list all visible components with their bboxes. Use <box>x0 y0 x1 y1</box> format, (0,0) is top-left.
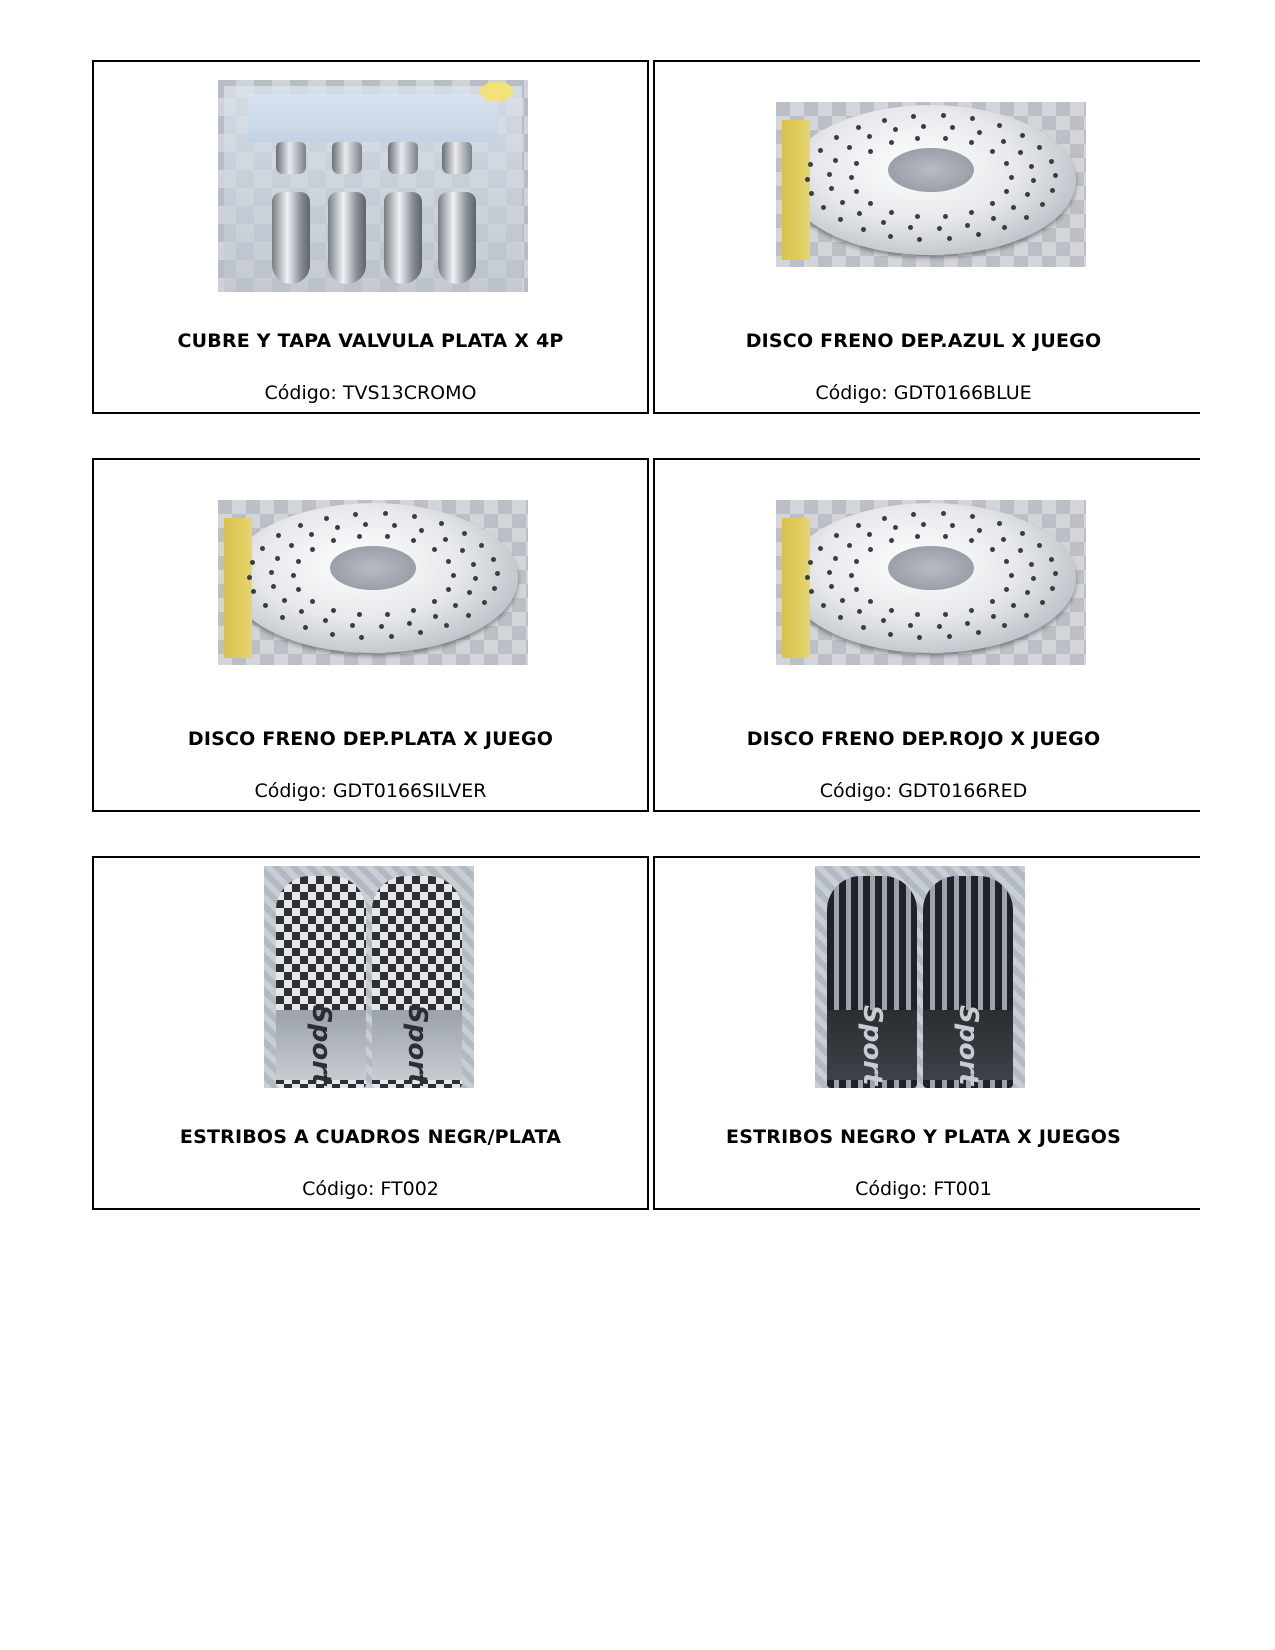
product-code: Código: GDT0166SILVER <box>254 780 487 802</box>
disc-vent-hole <box>917 237 922 242</box>
disc-vent-hole <box>915 136 920 141</box>
disc-vent-hole <box>937 624 942 629</box>
disc-vent-hole <box>411 608 416 613</box>
disc-vent-hole <box>881 618 886 623</box>
disc-vent-hole <box>917 635 922 640</box>
product-title: ESTRIBOS A CUADROS NEGR/PLATA <box>179 1126 562 1148</box>
disc-vent-hole <box>282 598 287 603</box>
product-photo-checkered-footrests <box>264 866 474 1088</box>
disc-vent-hole <box>854 189 859 194</box>
disc-vent-hole <box>1049 557 1054 562</box>
disc-vent-hole <box>1020 531 1025 536</box>
footrest-sport-text: Sport <box>923 1010 1013 1080</box>
disc-vent-hole <box>250 560 255 565</box>
product-code: Código: GDT0166RED <box>819 780 1028 802</box>
disc-vent-hole <box>908 225 913 230</box>
disc-vent-hole <box>275 556 280 561</box>
disc-vent-hole <box>943 534 948 539</box>
disc-vent-hole <box>330 632 335 637</box>
disc-vent-hole <box>856 125 861 130</box>
disc-vent-hole <box>840 200 845 205</box>
disc-vent-hole <box>868 149 873 154</box>
product-card <box>92 856 649 1210</box>
footrest-sport-text: Sport <box>827 1010 917 1080</box>
footrest-sport-text: Sport <box>276 1010 366 1080</box>
disc-vent-hole <box>991 216 996 221</box>
disc-vent-hole <box>827 172 832 177</box>
disc-vent-hole <box>849 573 854 578</box>
disc-vent-hole <box>840 598 845 603</box>
disc-vent-hole <box>1024 613 1029 618</box>
disc-vent-hole <box>303 625 308 630</box>
disc-vent-hole <box>310 599 315 604</box>
disc-vent-hole <box>446 587 451 592</box>
package-label <box>782 518 810 658</box>
disc-vent-hole <box>821 603 826 608</box>
disc-vent-hole <box>353 512 358 517</box>
disc-vent-hole <box>937 226 942 231</box>
disc-vent-hole <box>331 608 336 613</box>
disc-vent-hole <box>1001 537 1006 542</box>
disc-vent-hole <box>969 608 974 613</box>
disc-vent-hole <box>359 635 364 640</box>
disc-vent-hole <box>379 624 384 629</box>
disc-vent-hole <box>1009 175 1014 180</box>
disc-vent-hole <box>260 546 265 551</box>
product-photo-valve-caps <box>218 80 528 292</box>
disc-vent-hole <box>868 201 873 206</box>
disc-vent-hole <box>1029 164 1034 169</box>
product-card <box>653 856 1200 1210</box>
disc-vent-hole <box>833 556 838 561</box>
disc-vent-hole <box>868 547 873 552</box>
disc-vent-hole <box>407 621 412 626</box>
product-photo-brake-disc <box>776 500 1086 665</box>
product-photo-brake-disc <box>218 500 528 665</box>
disc-vent-hole <box>269 570 274 575</box>
disc-vent-hole <box>821 205 826 210</box>
disc-vent-hole <box>443 537 448 542</box>
disc-vent-hole <box>1049 159 1054 164</box>
disc-vent-hole <box>289 543 294 548</box>
product-code: Código: GDT0166BLUE <box>815 382 1032 404</box>
product-row <box>92 458 1200 816</box>
disc-vent-hole <box>1004 189 1009 194</box>
disc-vent-hole <box>882 516 887 521</box>
disc-vent-hole <box>889 210 894 215</box>
product-card <box>92 458 649 812</box>
disc-vent-hole <box>805 575 810 580</box>
disc-vent-hole <box>861 227 866 232</box>
disc-vent-hole <box>808 560 813 565</box>
disc-vent-hole <box>1020 133 1025 138</box>
disc-vent-hole <box>805 177 810 182</box>
disc-vent-hole <box>291 573 296 578</box>
disc-vent-hole <box>310 547 315 552</box>
disc-vent-hole <box>882 118 887 123</box>
product-title: DISCO FRENO DEP.ROJO X JUEGO <box>746 728 1101 750</box>
disc-vent-hole <box>1024 215 1029 220</box>
disc-vent-hole <box>833 158 838 163</box>
disc-vent-hole <box>911 512 916 517</box>
disc-vent-hole <box>990 201 995 206</box>
product-title: CUBRE Y TAPA VALVULA PLATA X 4P <box>177 330 564 352</box>
disc-vent-hole <box>818 148 823 153</box>
disc-vent-hole <box>915 534 920 539</box>
disc-vent-hole <box>991 614 996 619</box>
disc-vent-hole <box>888 234 893 239</box>
disc-vent-hole <box>350 623 355 628</box>
disc-vent-hole <box>296 587 301 592</box>
product-title: ESTRIBOS NEGRO Y PLATA X JUEGOS <box>726 1126 1121 1148</box>
product-card <box>653 60 1200 414</box>
disc-vent-hole <box>247 575 252 580</box>
product-card <box>653 458 1200 812</box>
disc-vent-hole <box>1029 562 1034 567</box>
disc-vent-hole <box>439 521 444 526</box>
disc-vent-hole <box>943 136 948 141</box>
footrest-sport-text: Sport <box>372 1010 462 1080</box>
disc-vent-hole <box>432 599 437 604</box>
disc-vent-hole <box>965 621 970 626</box>
disc-vent-hole <box>451 573 456 578</box>
product-code: Código: FT001 <box>855 1178 992 1200</box>
disc-vent-hole <box>471 562 476 567</box>
disc-vent-hole <box>385 534 390 539</box>
disc-vent-hole <box>818 546 823 551</box>
disc-vent-hole <box>969 210 974 215</box>
disc-vent-hole <box>1009 573 1014 578</box>
disc-vent-hole <box>868 599 873 604</box>
disc-vent-hole <box>433 614 438 619</box>
disc-vent-hole <box>847 543 852 548</box>
disc-vent-hole <box>889 608 894 613</box>
disc-vent-hole <box>997 521 1002 526</box>
product-code: Código: FT002 <box>302 1178 439 1200</box>
product-photo-striped-footrests <box>815 866 1025 1088</box>
product-title: DISCO FRENO DEP.AZUL X JUEGO <box>745 330 1102 352</box>
product-code: Código: TVS13CROMO <box>264 382 477 404</box>
disc-vent-hole <box>854 587 859 592</box>
disc-vent-hole <box>263 603 268 608</box>
disc-vent-hole <box>861 625 866 630</box>
product-card <box>92 60 649 414</box>
disc-vent-hole <box>323 618 328 623</box>
package-label <box>224 518 252 658</box>
product-title: DISCO FRENO DEP.PLATA X JUEGO <box>187 728 554 750</box>
disc-vent-hole <box>357 534 362 539</box>
disc-vent-hole <box>856 523 861 528</box>
disc-vent-hole <box>965 223 970 228</box>
disc-vent-hole <box>827 570 832 575</box>
disc-vent-hole <box>997 123 1002 128</box>
disc-vent-hole <box>324 516 329 521</box>
package-header <box>248 94 498 142</box>
disc-vent-hole <box>298 523 303 528</box>
disc-vent-hole <box>881 220 886 225</box>
product-photo-brake-disc <box>776 102 1086 267</box>
package-label <box>782 120 810 260</box>
product-row <box>92 60 1200 418</box>
disc-vent-hole <box>462 531 467 536</box>
disc-vent-hole <box>491 557 496 562</box>
disc-vent-hole <box>888 632 893 637</box>
disc-vent-hole <box>911 114 916 119</box>
package-badge <box>480 82 514 102</box>
disc-vent-hole <box>908 623 913 628</box>
disc-vent-hole <box>1001 139 1006 144</box>
disc-vent-hole <box>847 145 852 150</box>
disc-vent-hole <box>808 162 813 167</box>
disc-vent-hole <box>849 175 854 180</box>
disc-vent-hole <box>466 613 471 618</box>
disc-vent-hole <box>1004 587 1009 592</box>
disc-vent-hole <box>990 599 995 604</box>
product-row <box>92 856 1200 1214</box>
